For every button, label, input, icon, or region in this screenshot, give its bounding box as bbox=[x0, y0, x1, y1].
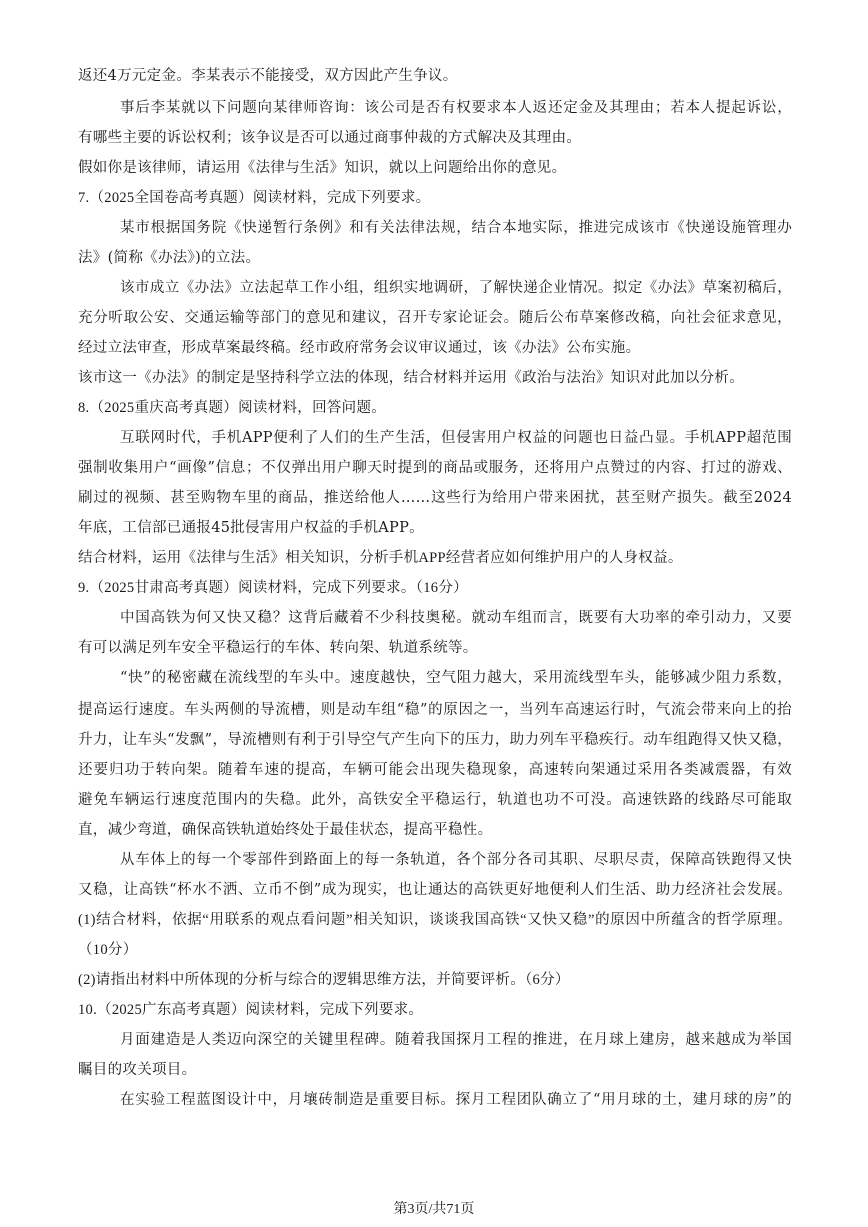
question-line: 该市这一《办法》的制定是坚持科学立法的体现，结合材料并运用《政治与法治》知识对此加以分析。 bbox=[78, 370, 744, 386]
material-line: 直，减少弯道，确保高铁轨道始终处于最佳状态，提高平稳性。 bbox=[78, 822, 493, 838]
material-line: 返还4万元定金。李某表示不能接受，双方因此产生争议。 bbox=[78, 68, 458, 84]
question-line: (1)结合材料，依据“用联系的观点看问题”相关知识，谈谈我国高铁“又快又稳”的原因中所蕴含的哲学原理。 bbox=[78, 912, 792, 928]
question-line: (2)请指出材料中所体现的分析与综合的逻辑思维方法，并简要评析。（6分） bbox=[78, 972, 570, 988]
material-line: 在实验工程蓝图设计中，月壤砖制造是重要目标。探月工程团队确立了“用月球的土，建月球的房”的 bbox=[120, 1092, 792, 1108]
material-line: 中国高铁为何又快又稳？这背后藏着不少科技奥秘。就动车组而言，既要有大功率的牵引动力，又要 bbox=[120, 610, 792, 626]
material-line: 经过立法审查，形成草案最终稿。经市政府常务会议审议通过，该《办法》公布实施。 bbox=[78, 340, 641, 356]
material-line: 瞩目的攻关项目。 bbox=[78, 1062, 197, 1078]
material-line: 有哪些主要的诉讼权利；该争议是否可以通过商事仲裁的方式解决及其理由。 bbox=[78, 130, 582, 146]
material-line: 事后李某就以下问题向某律师咨询：该公司是否有权要求本人返还定金及其理由；若本人提起诉讼， bbox=[120, 100, 792, 116]
material-line: 避免车辆运行速度范围内的失稳。此外，高铁安全平稳运行，轨道也功不可没。高速铁路的线路尽可能取 bbox=[78, 792, 792, 808]
material-line: 年底，工信部已通报45批侵害用户权益的手机APP。 bbox=[78, 520, 424, 536]
material-line: 提高运行速度。车头两侧的导流槽，则是动车组“稳”的原因之一，当列车高速运行时，气流会带来向上的抬 bbox=[78, 702, 792, 718]
material-line: 充分听取公安、交通运输等部门的意见和建议，召开专家论证会。随后公布草案修改稿，向社会征求意见， bbox=[78, 310, 792, 326]
question-line: （10分） bbox=[78, 942, 138, 958]
question-line: 8.（2025重庆高考真题）阅读材料，回答问题。 bbox=[78, 400, 387, 416]
material-line: 法》(简称《办法》)的立法。 bbox=[78, 250, 261, 266]
question-line: 结合材料，运用《法律与生活》相关知识，分析手机APP经营者应如何维护用户的人身权益。 bbox=[78, 550, 683, 566]
material-line: 该市成立《办法》立法起草工作小组，组织实地调研，了解快递企业情况。拟定《办法》草案初稿后， bbox=[120, 280, 792, 296]
material-line: 还要归功于转向架。随着车速的提高，车辆可能会出现失稳现象，高速转向架通过采用各类减震器，有效 bbox=[78, 762, 792, 778]
material-line: “快”的秘密藏在流线型的车头中。速度越快，空气阻力越大，采用流线型车头，能够减少阻力系数， bbox=[120, 670, 792, 686]
material-line: 月面建造是人类迈向深空的关键里程碑。随着我国探月工程的推进，在月球上建房，越来越成为举国 bbox=[120, 1032, 792, 1048]
material-line: 又稳，让高铁“杯水不洒、立币不倒”成为现实，也让通达的高铁更好地便利人们生活、助力经济社会发展。 bbox=[78, 882, 792, 898]
material-line: 从车体上的每一个零部件到路面上的每一条轨道，各个部分各司其职、尽职尽责，保障高铁跑得又快 bbox=[120, 852, 792, 868]
question-line: 10.（2025广东高考真题）阅读材料，完成下列要求。 bbox=[78, 1002, 424, 1018]
question-line: 9.（2025甘肃高考真题）阅读材料，完成下列要求。（16分） bbox=[78, 580, 468, 596]
material-line: 强制收集用户“画像”信息；不仅弹出用户聊天时提到的商品或服务，还将用户点赞过的内容、打过的游戏、 bbox=[78, 460, 792, 476]
question-line: 假如你是该律师，请运用《法律与生活》知识，就以上问题给出你的意见。 bbox=[78, 160, 567, 176]
material-line: 某市根据国务院《快递暂行条例》和有关法律法规，结合本地实际，推进完成该市《快递设施管理办 bbox=[120, 220, 792, 236]
question-line: 7.（2025全国卷高考真题）阅读材料，完成下列要求。 bbox=[78, 190, 431, 206]
material-line: 有可以满足列车安全平稳运行的车体、转向架、轨道系统等。 bbox=[78, 640, 478, 656]
page-number-footer: 第3页/共71页 bbox=[393, 1202, 475, 1217]
material-line: 刷过的视频、甚至购物车里的商品，推送给他人……这些行为给用户带来困扰，甚至财产损失。截至2024 bbox=[78, 490, 792, 506]
material-line: 升力，让车头“发飘”，导流槽则有利于引导空气产生向下的压力，助力列车平稳疾行。动车组跑得又快又稳， bbox=[78, 732, 792, 748]
material-line: 互联网时代，手机APP便利了人们的生产生活，但侵害用户权益的问题也日益凸显。手机APP超范围 bbox=[120, 430, 792, 446]
